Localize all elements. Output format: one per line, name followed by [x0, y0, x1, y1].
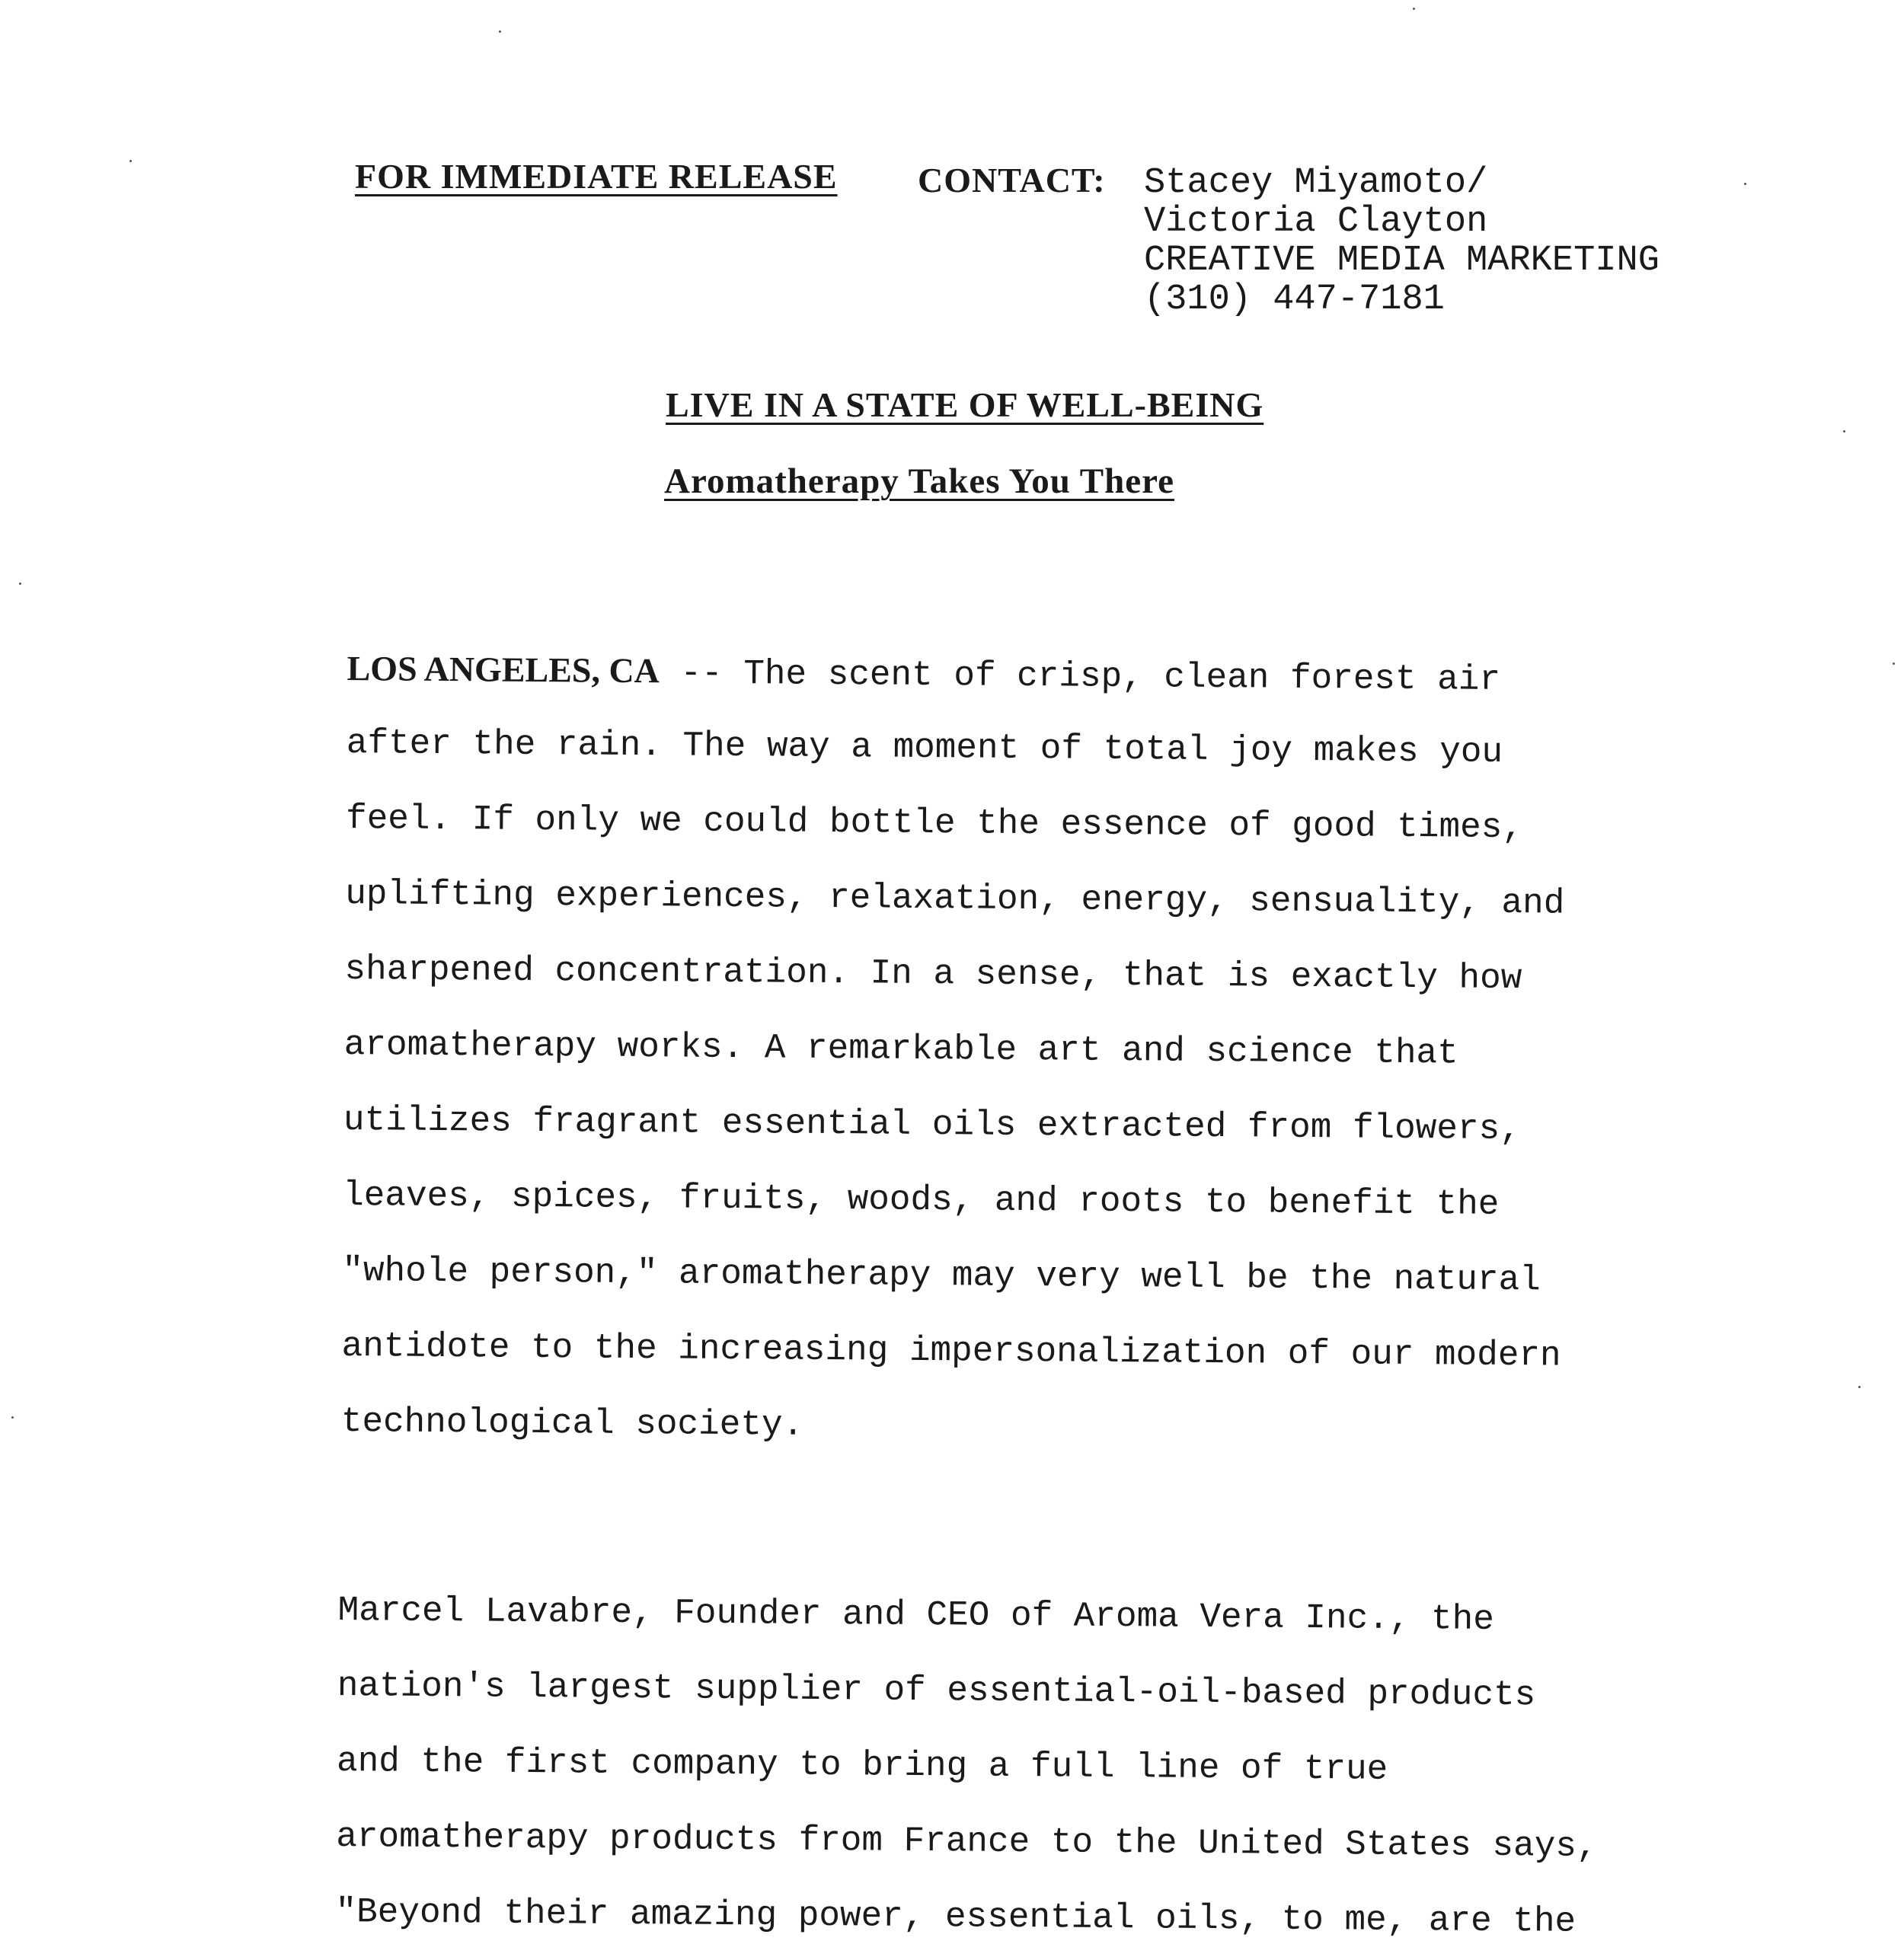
scan-speck — [129, 160, 132, 162]
dateline: LOS ANGELES, CA — [347, 648, 660, 691]
headline: LIVE IN A STATE OF WELL-BEING — [666, 385, 1264, 424]
body-paragraph-1 — [340, 630, 1567, 1470]
paragraph-line: utilizes fragrant essential oils extracted from flowers, — [343, 1100, 1521, 1150]
scan-speck — [499, 30, 501, 33]
scan-speck — [11, 1416, 14, 1419]
paragraph-line: antidote to the increasing impersonalization of our modern — [341, 1326, 1561, 1376]
paragraph-line: Marcel Lavabre, Founder and CEO of Aroma Vera Inc., the — [337, 1590, 1495, 1639]
paragraph-line: uplifting experiences, relaxation, energy, sensuality, and — [345, 873, 1565, 924]
scan-speck — [1413, 8, 1415, 10]
scan-speck — [19, 583, 21, 585]
subhead: Aromatherapy Takes You There — [664, 461, 1174, 501]
contact-company: CREATIVE MEDIA MARKETING — [1144, 241, 1660, 281]
contact-block — [1144, 164, 1660, 319]
paragraph-line: aromatherapy products from France to the United States says, — [336, 1816, 1598, 1866]
scan-speck — [1843, 430, 1845, 433]
release-label: FOR IMMEDIATE RELEASE — [355, 157, 838, 196]
paragraph-line: leaves, spices, fruits, woods, and roots to benefit the — [342, 1175, 1500, 1224]
contact-name-2: Victoria Clayton — [1144, 202, 1488, 242]
scan-speck — [1744, 183, 1746, 185]
paragraph-line: sharpened concentration. In a sense, that is exactly how — [344, 949, 1522, 999]
paragraph-line: after the rain. The way a moment of total joy makes you — [346, 723, 1503, 772]
paragraph-line-rest: -- The scent of crisp, clean forest air — [659, 653, 1501, 700]
paragraph-line: aromatherapy works. A remarkable art and science that — [343, 1024, 1458, 1074]
paragraph-line — [347, 630, 1567, 716]
paragraph-line: technological society. — [340, 1401, 804, 1445]
body-paragraph-2 — [335, 1573, 1599, 1960]
scan-speck — [1858, 1386, 1861, 1388]
paragraph-line: "Beyond their amazing power, essential oils, to me, are the — [335, 1891, 1577, 1942]
paragraph-line: and the first company to bring a full line of true — [336, 1741, 1388, 1789]
paragraph-line: nation's largest supplier of essential-oil-based products — [337, 1665, 1536, 1716]
contact-label: CONTACT: — [918, 161, 1106, 200]
scan-speck — [1893, 662, 1895, 665]
contact-phone: (310) 447-7181 — [1144, 279, 1445, 320]
paragraph-line: "whole person," aromatherapy may very well be the natural — [342, 1250, 1541, 1301]
paragraph-line: feel. If only we could bottle the essence of good times, — [345, 798, 1524, 848]
contact-name-1: Stacey Miyamoto/ — [1144, 163, 1488, 203]
